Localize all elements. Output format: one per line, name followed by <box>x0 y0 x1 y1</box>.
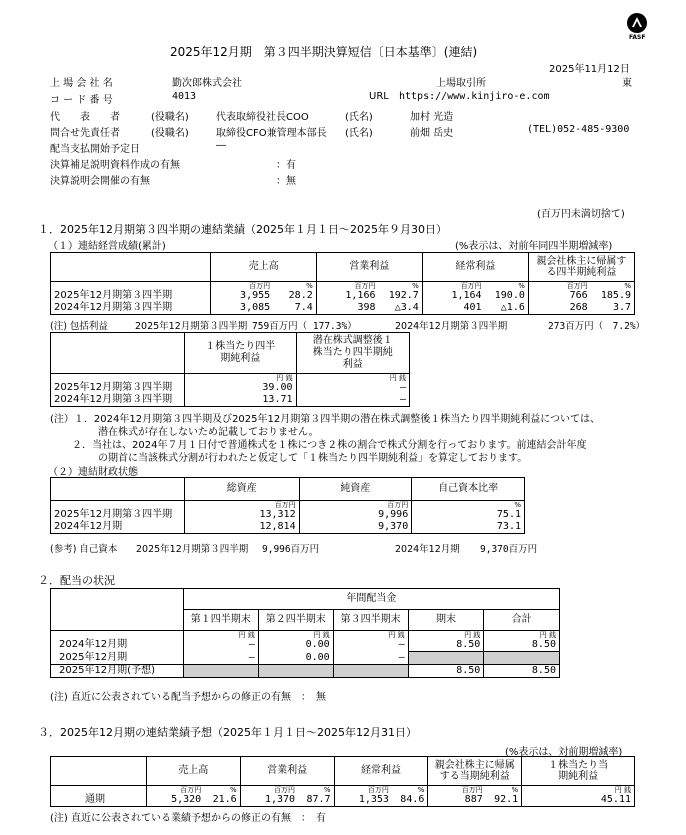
table-row <box>51 382 410 394</box>
table-row <box>51 302 635 315</box>
unit-m: 百万円 <box>240 786 298 795</box>
cell: 190.0 <box>485 290 529 302</box>
unit-m: 百万円 <box>428 786 486 795</box>
cell: △3.4 <box>379 302 423 315</box>
supp-material-label: 決算補足説明資料作成の有無 <box>50 160 180 171</box>
equity-p2: 2024年12月期 <box>395 544 460 555</box>
eps-header-basic-text: １株当たり四半期純利益 <box>205 341 276 364</box>
cell: 7.4 <box>273 302 316 315</box>
comprehensive-v2: 273百万円（ 7.2%） <box>548 321 646 332</box>
cell: 5,320 <box>146 794 204 807</box>
cell: △1.6 <box>485 302 529 315</box>
unit-m: 百万円 <box>184 501 299 510</box>
unit-m: 百万円 <box>211 282 273 291</box>
fin-header-assets: 総資産 <box>184 478 299 501</box>
unit-p: % <box>486 786 522 795</box>
results-header-operating: 営業利益 <box>316 253 422 282</box>
equity-v2: 9,370百万円 <box>480 544 538 555</box>
company-name-label: 上 場 会 社 名 <box>50 78 113 89</box>
section1-sub1: （１）連結経営成績(累計) <box>48 241 166 252</box>
unit-yen: 円 銭 <box>484 631 560 640</box>
fc-header-sales: 売上高 <box>146 757 240 786</box>
unit-yen: 円 銭 <box>183 631 258 640</box>
fc-header-net <box>428 757 522 786</box>
cell: 12,814 <box>184 521 299 534</box>
results-header-sales: 売上高 <box>211 253 316 282</box>
equity-p1: 2025年12月期第３四半期 <box>136 544 249 555</box>
fin-header-net-assets: 純資産 <box>299 478 412 501</box>
fasf-logo <box>622 10 652 40</box>
table-row <box>51 665 560 678</box>
forecast-table <box>50 756 635 807</box>
rounding-note: (百万円未満切捨て) <box>537 209 625 220</box>
cell: 39.00 <box>184 382 296 394</box>
eps-table <box>50 332 410 407</box>
section2-title: ２．配当の状況 <box>38 574 115 587</box>
results-header-net <box>528 253 634 282</box>
row-label: 2025年12月期第３四半期 <box>51 290 211 302</box>
row-label: 2025年12月期第３四半期 <box>51 509 185 521</box>
table-row <box>51 794 635 807</box>
table-row <box>51 290 635 302</box>
cell: ― <box>183 652 258 665</box>
eps-header-diluted <box>296 333 409 374</box>
unit-p: % <box>298 786 334 795</box>
cell: 8.50 <box>484 665 560 678</box>
eps-header-basic <box>184 333 296 374</box>
cell: 192.7 <box>379 290 423 302</box>
url-label: URL <box>369 91 389 102</box>
contact-title: 取締役CFO兼管理本部長 <box>216 128 327 139</box>
forecast-note: (注) 直近に公表されている業績予想からの修正の有無 ： 有 <box>50 813 326 824</box>
row-label: 2024年12月期 <box>51 521 185 534</box>
cell: 8.50 <box>408 665 484 678</box>
page-title: 2025年12月期 第３四半期決算短信〔日本基準〕(連結) <box>170 45 478 59</box>
row-label: 2025年12月期 <box>51 652 184 665</box>
cell: 13,312 <box>184 509 299 521</box>
dividend-start-value: ― <box>216 140 226 151</box>
table-row <box>51 652 560 665</box>
fin-header-equity-ratio: 自己資本比率 <box>412 478 525 501</box>
results-header-net-text: 親会社株主に帰属する四半期純利益 <box>536 256 627 278</box>
results-corner <box>51 253 211 282</box>
unit-p: % <box>591 282 635 291</box>
cell-shaded <box>484 652 560 665</box>
contact-name-label: (氏名) <box>345 128 373 139</box>
unit-yen: 円 銭 <box>296 374 409 383</box>
cell: 3,955 <box>211 290 273 302</box>
note-line-1: (注）１．2024年12月期第３四半期及び2025年12月期第３四半期の潜在株式調整後１株当たり四半期純利益については、 <box>50 414 601 425</box>
contact-tel: (TEL)052-485-9300 <box>527 124 630 135</box>
unit-yen: 円 銭 <box>522 786 635 795</box>
exchange-value: 東 <box>622 78 632 89</box>
code-value: 4013 <box>172 91 197 102</box>
cell: ― <box>296 394 409 407</box>
div-header-total: 合計 <box>484 610 560 631</box>
note-line-2: 潜在株式が存在しないため記載しておりません。 <box>98 427 319 438</box>
comprehensive-p2: 2024年12月期第３四半期 <box>395 321 508 332</box>
supp-material-value: ：有 <box>276 160 296 171</box>
code-label: コ ー ド 番 号 <box>50 95 113 106</box>
section1-pct-note: (%表示は、対前年同四半期増減率) <box>455 241 613 252</box>
cell: 0.00 <box>258 639 333 652</box>
cell: 1,164 <box>422 290 484 302</box>
equity-note: (参考) 自己資本 <box>50 544 118 555</box>
fc-header-eps <box>522 757 635 786</box>
unit-m: 百万円 <box>334 786 392 795</box>
cell: 87.7 <box>298 794 334 807</box>
unit-yen: 円 銭 <box>408 631 484 640</box>
cell: 28.2 <box>273 290 316 302</box>
fc-header-operating: 営業利益 <box>240 757 334 786</box>
cell: ― <box>296 382 409 394</box>
section1-title: １．2025年12月期第３四半期の連結業績（2025年１月１日～2025年９月30日） <box>38 223 447 236</box>
cell: 8.50 <box>484 639 560 652</box>
cell: 1,353 <box>334 794 392 807</box>
table-row <box>51 639 560 652</box>
results-header-ordinary: 経常利益 <box>422 253 528 282</box>
div-header-q2: 第２四半期末 <box>258 610 333 631</box>
logo-text: FASF <box>629 34 646 41</box>
cell: 887 <box>428 794 486 807</box>
note-line-4: の期首に当該株式分割が行われたと仮定して「１株当たり四半期純利益」を算定しております。 <box>98 453 528 464</box>
cell: 13.71 <box>184 394 296 407</box>
unit-p: % <box>392 786 428 795</box>
briefing-label: 決算説明会開催の有無 <box>50 176 150 187</box>
unit-m: 百万円 <box>528 282 590 291</box>
rep-label: 代 表 者 <box>50 112 120 123</box>
comprehensive-note: (注) 包括利益 <box>50 321 108 332</box>
cell: 9,370 <box>299 521 412 534</box>
cell: 268 <box>528 302 590 315</box>
section3-pct-note: (%表示は、対前期増減率) <box>505 747 623 758</box>
cell: 766 <box>528 290 590 302</box>
eps-header-diluted-text: 潜在株式調整後１株当たり四半期純利益 <box>312 335 393 370</box>
cell-shaded <box>333 665 408 678</box>
unit-p: % <box>204 786 240 795</box>
results-table <box>50 252 635 315</box>
row-label: 2024年12月期第３四半期 <box>51 302 211 315</box>
dividend-start-label: 配当支払開始予定日 <box>50 144 140 155</box>
cell: 45.11 <box>522 794 635 807</box>
cell: 9,996 <box>299 509 412 521</box>
cell: ― <box>333 652 408 665</box>
rep-title-label: (役職名) <box>151 112 189 123</box>
cell: 21.6 <box>204 794 240 807</box>
contact-name: 前畑 岳史 <box>410 128 454 139</box>
comprehensive-v1: 759百万円（ 177.3%） <box>252 321 357 332</box>
cell: 398 <box>316 302 378 315</box>
row-label: 2024年12月期第３四半期 <box>51 394 185 407</box>
exchange-label: 上場取引所 <box>436 78 486 89</box>
dividend-note: (注) 直近に公表されている配当予想からの修正の有無 ： 無 <box>50 692 326 703</box>
cell: 84.6 <box>392 794 428 807</box>
cell: ― <box>183 639 258 652</box>
unit-p: % <box>379 282 423 291</box>
unit-m: 百万円 <box>422 282 484 291</box>
fc-header-eps-text: １株当たり当期純利益 <box>548 760 609 782</box>
table-row <box>51 521 525 534</box>
div-header-ye: 期末 <box>408 610 484 631</box>
financial-table <box>50 477 525 534</box>
section3-title: ３．2025年12月期の連結業績予想（2025年１月１日～2025年12月31日） <box>38 726 417 739</box>
cell: 1,166 <box>316 290 378 302</box>
cell-shaded <box>258 665 333 678</box>
cell: 1,370 <box>240 794 298 807</box>
unit-yen: 円 銭 <box>258 631 333 640</box>
table-row <box>51 509 525 521</box>
unit-p: % <box>273 282 316 291</box>
cell: 3.7 <box>591 302 635 315</box>
dividend-table <box>50 588 560 678</box>
unit-yen: 円 銭 <box>184 374 296 383</box>
fc-header-net-text: 親会社株主に帰属する当期純利益 <box>434 760 515 782</box>
section1-sub2: （２）連結財政状態 <box>48 467 138 478</box>
table-row <box>51 394 410 407</box>
row-label: 2024年12月期 <box>51 639 184 652</box>
div-header-q1: 第１四半期末 <box>183 610 258 631</box>
unit-p: % <box>485 282 529 291</box>
rep-name-label: (氏名) <box>345 112 373 123</box>
unit-m: 百万円 <box>146 786 204 795</box>
cell: ― <box>333 639 408 652</box>
row-label: 通期 <box>51 794 147 807</box>
row-label: 2025年12月期第３四半期 <box>51 382 185 394</box>
cell: 92.1 <box>486 794 522 807</box>
contact-label: 問合せ先責任者 <box>50 128 120 139</box>
cell: 0.00 <box>258 652 333 665</box>
contact-title-label: (役職名) <box>151 128 189 139</box>
equity-v1: 9,996百万円 <box>262 544 320 555</box>
cell: 3,085 <box>211 302 273 315</box>
company-url[interactable]: https://www.kinjiro-e.com <box>399 91 550 102</box>
cell-shaded <box>183 665 258 678</box>
unit-m: 百万円 <box>299 501 412 510</box>
rep-title: 代表取締役社長COO <box>216 112 309 123</box>
div-header-q3: 第３四半期末 <box>333 610 408 631</box>
cell-shaded <box>408 652 484 665</box>
comprehensive-p1: 2025年12月期第３四半期 <box>135 321 248 332</box>
briefing-value: ：無 <box>276 176 296 187</box>
note-line-3: ２．当社は、2024年７月１日付で普通株式を１株につき２株の割合で株式分割を行っております。前連結会計年度 <box>72 440 587 451</box>
unit-m: 百万円 <box>316 282 378 291</box>
cell: 401 <box>422 302 484 315</box>
report-date: 2025年11月12日 <box>549 64 630 75</box>
unit-p: % <box>412 501 525 510</box>
unit-yen: 円 銭 <box>333 631 408 640</box>
rep-name: 加村 光造 <box>410 112 454 123</box>
row-label: 2025年12月期(予想) <box>51 665 184 678</box>
dividend-group-header: 年間配当金 <box>183 589 559 610</box>
fc-header-ordinary: 経常利益 <box>334 757 428 786</box>
cell: 75.1 <box>412 509 525 521</box>
cell: 8.50 <box>408 639 484 652</box>
company-name: 勤次郎株式会社 <box>172 78 242 89</box>
cell: 73.1 <box>412 521 525 534</box>
cell: 185.9 <box>591 290 635 302</box>
